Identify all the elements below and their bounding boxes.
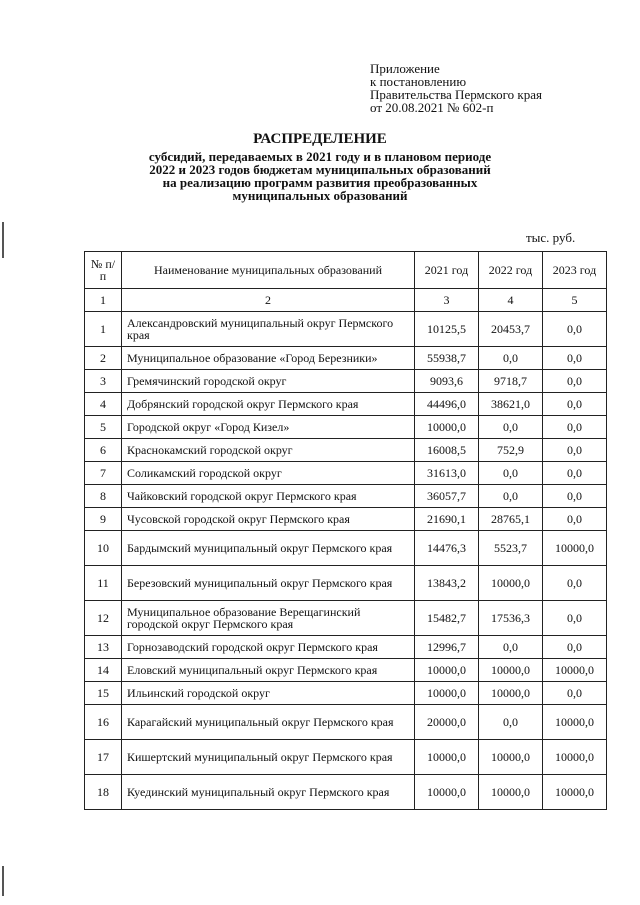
- document-title: РАСПРЕДЕЛЕНИЕ: [253, 131, 387, 147]
- row-2021: 44496,0: [415, 393, 479, 416]
- row-name: Краснокамский городской округ: [122, 439, 415, 462]
- row-number: 17: [85, 740, 122, 775]
- appendix-line: Приложение: [370, 61, 440, 76]
- row-2021: 12996,7: [415, 636, 479, 659]
- header-num: № п/п: [85, 252, 122, 289]
- table-row: [85, 705, 607, 740]
- row-name: Бардымский муниципальный округ Пермского края: [122, 531, 415, 566]
- table-row: [85, 439, 607, 462]
- row-2022: 10000,0: [479, 682, 543, 705]
- row-number: 5: [85, 416, 122, 439]
- units-label: тыс. руб.: [526, 230, 576, 245]
- row-2023: 0,0: [543, 312, 607, 347]
- table-row: [85, 566, 607, 601]
- row-name: Муниципальное образование «Город Березники»: [122, 347, 415, 370]
- row-2022: 20453,7: [479, 312, 543, 347]
- row-number: 7: [85, 462, 122, 485]
- row-number: 16: [85, 705, 122, 740]
- row-2022: 0,0: [479, 416, 543, 439]
- appendix-block: [370, 62, 542, 114]
- row-name: Александровский муниципальный округ Пермского края: [122, 312, 415, 347]
- header-2023: 2023 год: [543, 252, 607, 289]
- subtitle-line: муниципальных образований: [232, 188, 408, 203]
- row-name: Карагайский муниципальный округ Пермского края: [122, 705, 415, 740]
- row-2021: 10000,0: [415, 659, 479, 682]
- row-name: Горнозаводский городской округ Пермского края: [122, 636, 415, 659]
- table-row: [85, 485, 607, 508]
- row-name: Городской округ «Город Кизел»: [122, 416, 415, 439]
- table-row: [85, 601, 607, 636]
- table-row: [85, 740, 607, 775]
- row-name: Еловский муниципальный округ Пермского края: [122, 659, 415, 682]
- column-number: 2: [122, 289, 415, 312]
- row-2023: 10000,0: [543, 531, 607, 566]
- row-2021: 20000,0: [415, 705, 479, 740]
- row-2023: 0,0: [543, 462, 607, 485]
- row-number: 9: [85, 508, 122, 531]
- row-2021: 15482,7: [415, 601, 479, 636]
- row-2022: 10000,0: [479, 740, 543, 775]
- row-2022: 0,0: [479, 705, 543, 740]
- header-2021: 2021 год: [415, 252, 479, 289]
- row-2023: 0,0: [543, 347, 607, 370]
- row-number: 2: [85, 347, 122, 370]
- row-2023: 0,0: [543, 416, 607, 439]
- table-row: [85, 462, 607, 485]
- table-row: [85, 636, 607, 659]
- row-number: 10: [85, 531, 122, 566]
- row-2022: 17536,3: [479, 601, 543, 636]
- subtitle-line: 2022 и 2023 годов бюджетам муниципальных образований: [149, 162, 491, 177]
- row-2022: 38621,0: [479, 393, 543, 416]
- row-2021: 13843,2: [415, 566, 479, 601]
- row-number: 14: [85, 659, 122, 682]
- row-number: 13: [85, 636, 122, 659]
- row-2023: 10000,0: [543, 775, 607, 810]
- row-2023: 0,0: [543, 636, 607, 659]
- row-2022: 28765,1: [479, 508, 543, 531]
- row-name: Ильинский городской округ: [122, 682, 415, 705]
- table-row: [85, 508, 607, 531]
- row-2021: 10000,0: [415, 682, 479, 705]
- column-number: 1: [85, 289, 122, 312]
- row-2022: 9718,7: [479, 370, 543, 393]
- table-row: [85, 775, 607, 810]
- row-2023: 10000,0: [543, 740, 607, 775]
- row-2023: 0,0: [543, 370, 607, 393]
- subtitle-line: на реализацию программ развития преобразованных: [162, 175, 478, 190]
- row-2022: 10000,0: [479, 775, 543, 810]
- row-2021: 10000,0: [415, 416, 479, 439]
- table-row: [85, 370, 607, 393]
- row-name: Березовский муниципальный округ Пермского края: [122, 566, 415, 601]
- row-name: Муниципальное образование Верещагинский городской округ Пермского края: [122, 601, 415, 636]
- row-2022: 10000,0: [479, 659, 543, 682]
- row-2022: 752,9: [479, 439, 543, 462]
- row-2023: 10000,0: [543, 659, 607, 682]
- row-2023: 10000,0: [543, 705, 607, 740]
- row-number: 11: [85, 566, 122, 601]
- subtitle-line: субсидий, передаваемых в 2021 году и в плановом периоде: [148, 149, 492, 164]
- row-2021: 31613,0: [415, 462, 479, 485]
- row-2023: 0,0: [543, 439, 607, 462]
- row-2021: 36057,7: [415, 485, 479, 508]
- table-row: [85, 531, 607, 566]
- row-2023: 0,0: [543, 566, 607, 601]
- scan-margin-mark: [2, 866, 4, 896]
- column-number: 3: [415, 289, 479, 312]
- row-number: 8: [85, 485, 122, 508]
- row-2022: 5523,7: [479, 531, 543, 566]
- row-2023: 0,0: [543, 508, 607, 531]
- table-row: [85, 393, 607, 416]
- row-name: Чусовской городской округ Пермского края: [122, 508, 415, 531]
- row-name: Соликамский городской округ: [122, 462, 415, 485]
- row-2023: 0,0: [543, 485, 607, 508]
- row-number: 4: [85, 393, 122, 416]
- row-2022: 0,0: [479, 347, 543, 370]
- row-2021: 10000,0: [415, 775, 479, 810]
- row-2022: 0,0: [479, 462, 543, 485]
- row-name: Чайковский городской округ Пермского края: [122, 485, 415, 508]
- row-2021: 10000,0: [415, 740, 479, 775]
- row-2022: 10000,0: [479, 566, 543, 601]
- table-row: [85, 312, 607, 347]
- row-name: Добрянский городской округ Пермского края: [122, 393, 415, 416]
- row-2021: 55938,7: [415, 347, 479, 370]
- column-number: 5: [543, 289, 607, 312]
- row-2022: 0,0: [479, 636, 543, 659]
- row-name: Куединский муниципальный округ Пермского края: [122, 775, 415, 810]
- row-2021: 9093,6: [415, 370, 479, 393]
- appendix-line: от 20.08.2021 № 602-п: [370, 100, 494, 115]
- row-number: 15: [85, 682, 122, 705]
- row-2021: 16008,5: [415, 439, 479, 462]
- row-2021: 21690,1: [415, 508, 479, 531]
- row-number: 12: [85, 601, 122, 636]
- column-number-row: [85, 289, 607, 312]
- subsidy-table: [84, 251, 607, 810]
- row-name: Кишертский муниципальный округ Пермского края: [122, 740, 415, 775]
- column-number: 4: [479, 289, 543, 312]
- appendix-line: к постановлению: [370, 74, 467, 89]
- row-2023: 0,0: [543, 393, 607, 416]
- table-row: [85, 416, 607, 439]
- row-2023: 0,0: [543, 682, 607, 705]
- scan-margin-mark: [2, 222, 4, 258]
- row-name: Гремячинский городской округ: [122, 370, 415, 393]
- appendix-line: Правительства Пермского края: [370, 87, 542, 102]
- row-2023: 0,0: [543, 601, 607, 636]
- row-2022: 0,0: [479, 485, 543, 508]
- row-number: 6: [85, 439, 122, 462]
- row-number: 3: [85, 370, 122, 393]
- row-2021: 10125,5: [415, 312, 479, 347]
- header-2022: 2022 год: [479, 252, 543, 289]
- row-number: 1: [85, 312, 122, 347]
- document-subtitle: [100, 150, 540, 202]
- header-name: Наименование муниципальных образований: [122, 252, 415, 289]
- table-row: [85, 347, 607, 370]
- table-header-row: [85, 252, 607, 289]
- table-row: [85, 659, 607, 682]
- row-2021: 14476,3: [415, 531, 479, 566]
- table-row: [85, 682, 607, 705]
- row-number: 18: [85, 775, 122, 810]
